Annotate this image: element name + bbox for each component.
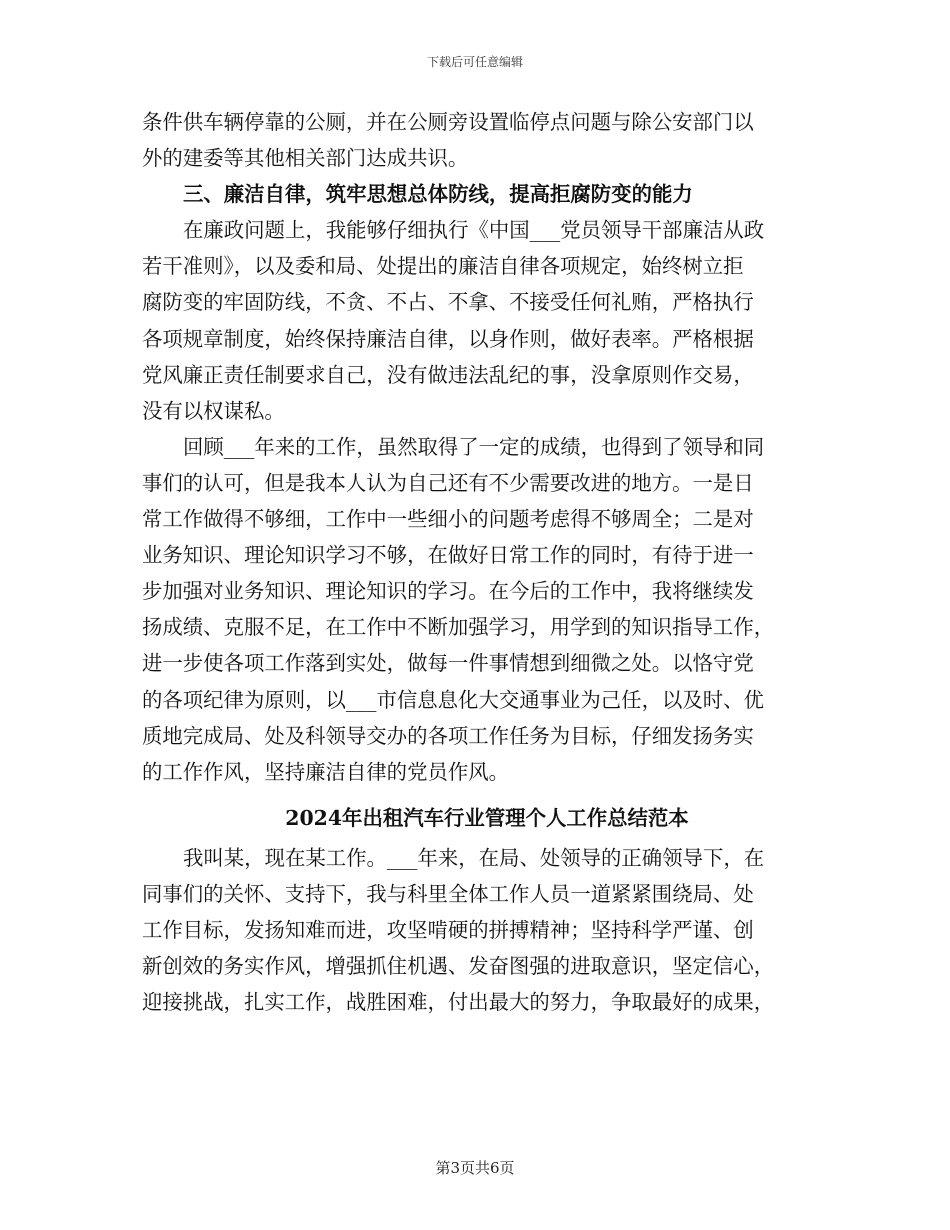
text-line: 同事们的关怀、支持下，我与科里全体工作人员一道紧紧围绕局、处 (142, 881, 754, 906)
text-line: 的工作作风，坚持廉洁自律的党员作风。 (142, 759, 510, 784)
text-line: 回顾___年来的工作，虽然取得了一定的成绩，也得到了领导和同 (183, 434, 765, 459)
paragraph-continuation (142, 104, 832, 176)
text-line: 迎接挑战，扎实工作，战胜困难，付出最大的努力，争取最好的成果， (142, 990, 775, 1015)
text-line: 进一步使各项工作落到实处，做每一件事情想到细微之处。以恪守党 (142, 651, 754, 676)
text-line: 业务知识、理论知识学习不够，在做好日常工作的同时，有待于进一 (142, 543, 754, 568)
paragraph-integrity (142, 212, 832, 429)
page-footer: 第3页共6页 (435, 1159, 515, 1177)
text-line: 的各项纪律为原则，以___市信息息化大交通事业为己任，以及时、优 (142, 687, 764, 712)
page-header: 下载后可任意编辑 (426, 55, 523, 69)
document-title: 2024年出租汽车行业管理个人工作总结范本 (285, 805, 689, 830)
text-line: 若干准则》，以及委和局、处提出的廉洁自律各项规定，始终树立拒 (142, 254, 744, 279)
text-line: 没有以权谋私。 (142, 398, 285, 423)
text-line: 条件供车辆停靠的公厕，并在公厕旁设置临停点问题与除公安部门以 (142, 110, 754, 134)
text-line: 外的建委等其他相关部门达成共识。 (142, 146, 469, 171)
text-line: 步加强对业务知识、理论知识的学习。在今后的工作中，我将继续发 (142, 579, 754, 604)
text-line: 常工作做得不够细，工作中一些细小的问题考虑得不够周全；二是对 (142, 507, 754, 532)
text-line: 质地完成局、处及科领导交办的各项工作任务为目标，仔细发扬务实 (142, 723, 754, 748)
text-line: 事们的认可，但是我本人认为自己还有不少需要改进的地方。一是日 (142, 470, 754, 495)
text-line: 党风廉正责任制要求自己，没有做违法乱纪的事，没拿原则作交易， (142, 362, 754, 387)
text-line: 扬成绩、克服不足，在工作中不断加强学习，用学到的知识指导工作， (142, 615, 775, 640)
paragraph-intro (142, 840, 832, 1020)
text-line: 我叫某，现在某工作。___年来，在局、处领导的正确领导下，在 (183, 845, 765, 870)
section-heading: 三、廉洁自律，筑牢思想总体防线，提高拒腐防变的能力 (183, 182, 693, 207)
text-line: 各项规章制度，始终保持廉洁自律，以身作则，做好表率。严格根据 (142, 326, 754, 351)
text-line: 工作目标，发扬知难而进，攻坚啃硬的拼搏精神；坚持科学严谨、创 (142, 917, 754, 942)
document-body (142, 104, 832, 1020)
text-line: 新创效的务实作风，增强抓住机遇、发奋图强的进取意识，坚定信心， (142, 954, 775, 979)
text-line: 腐防变的牢固防线，不贪、不占、不拿、不接受任何礼贿，严格执行 (142, 290, 754, 315)
paragraph-review (142, 429, 832, 790)
text-line: 在廉政问题上，我能够仔细执行《中国___党员领导干部廉洁从政 (183, 218, 765, 243)
